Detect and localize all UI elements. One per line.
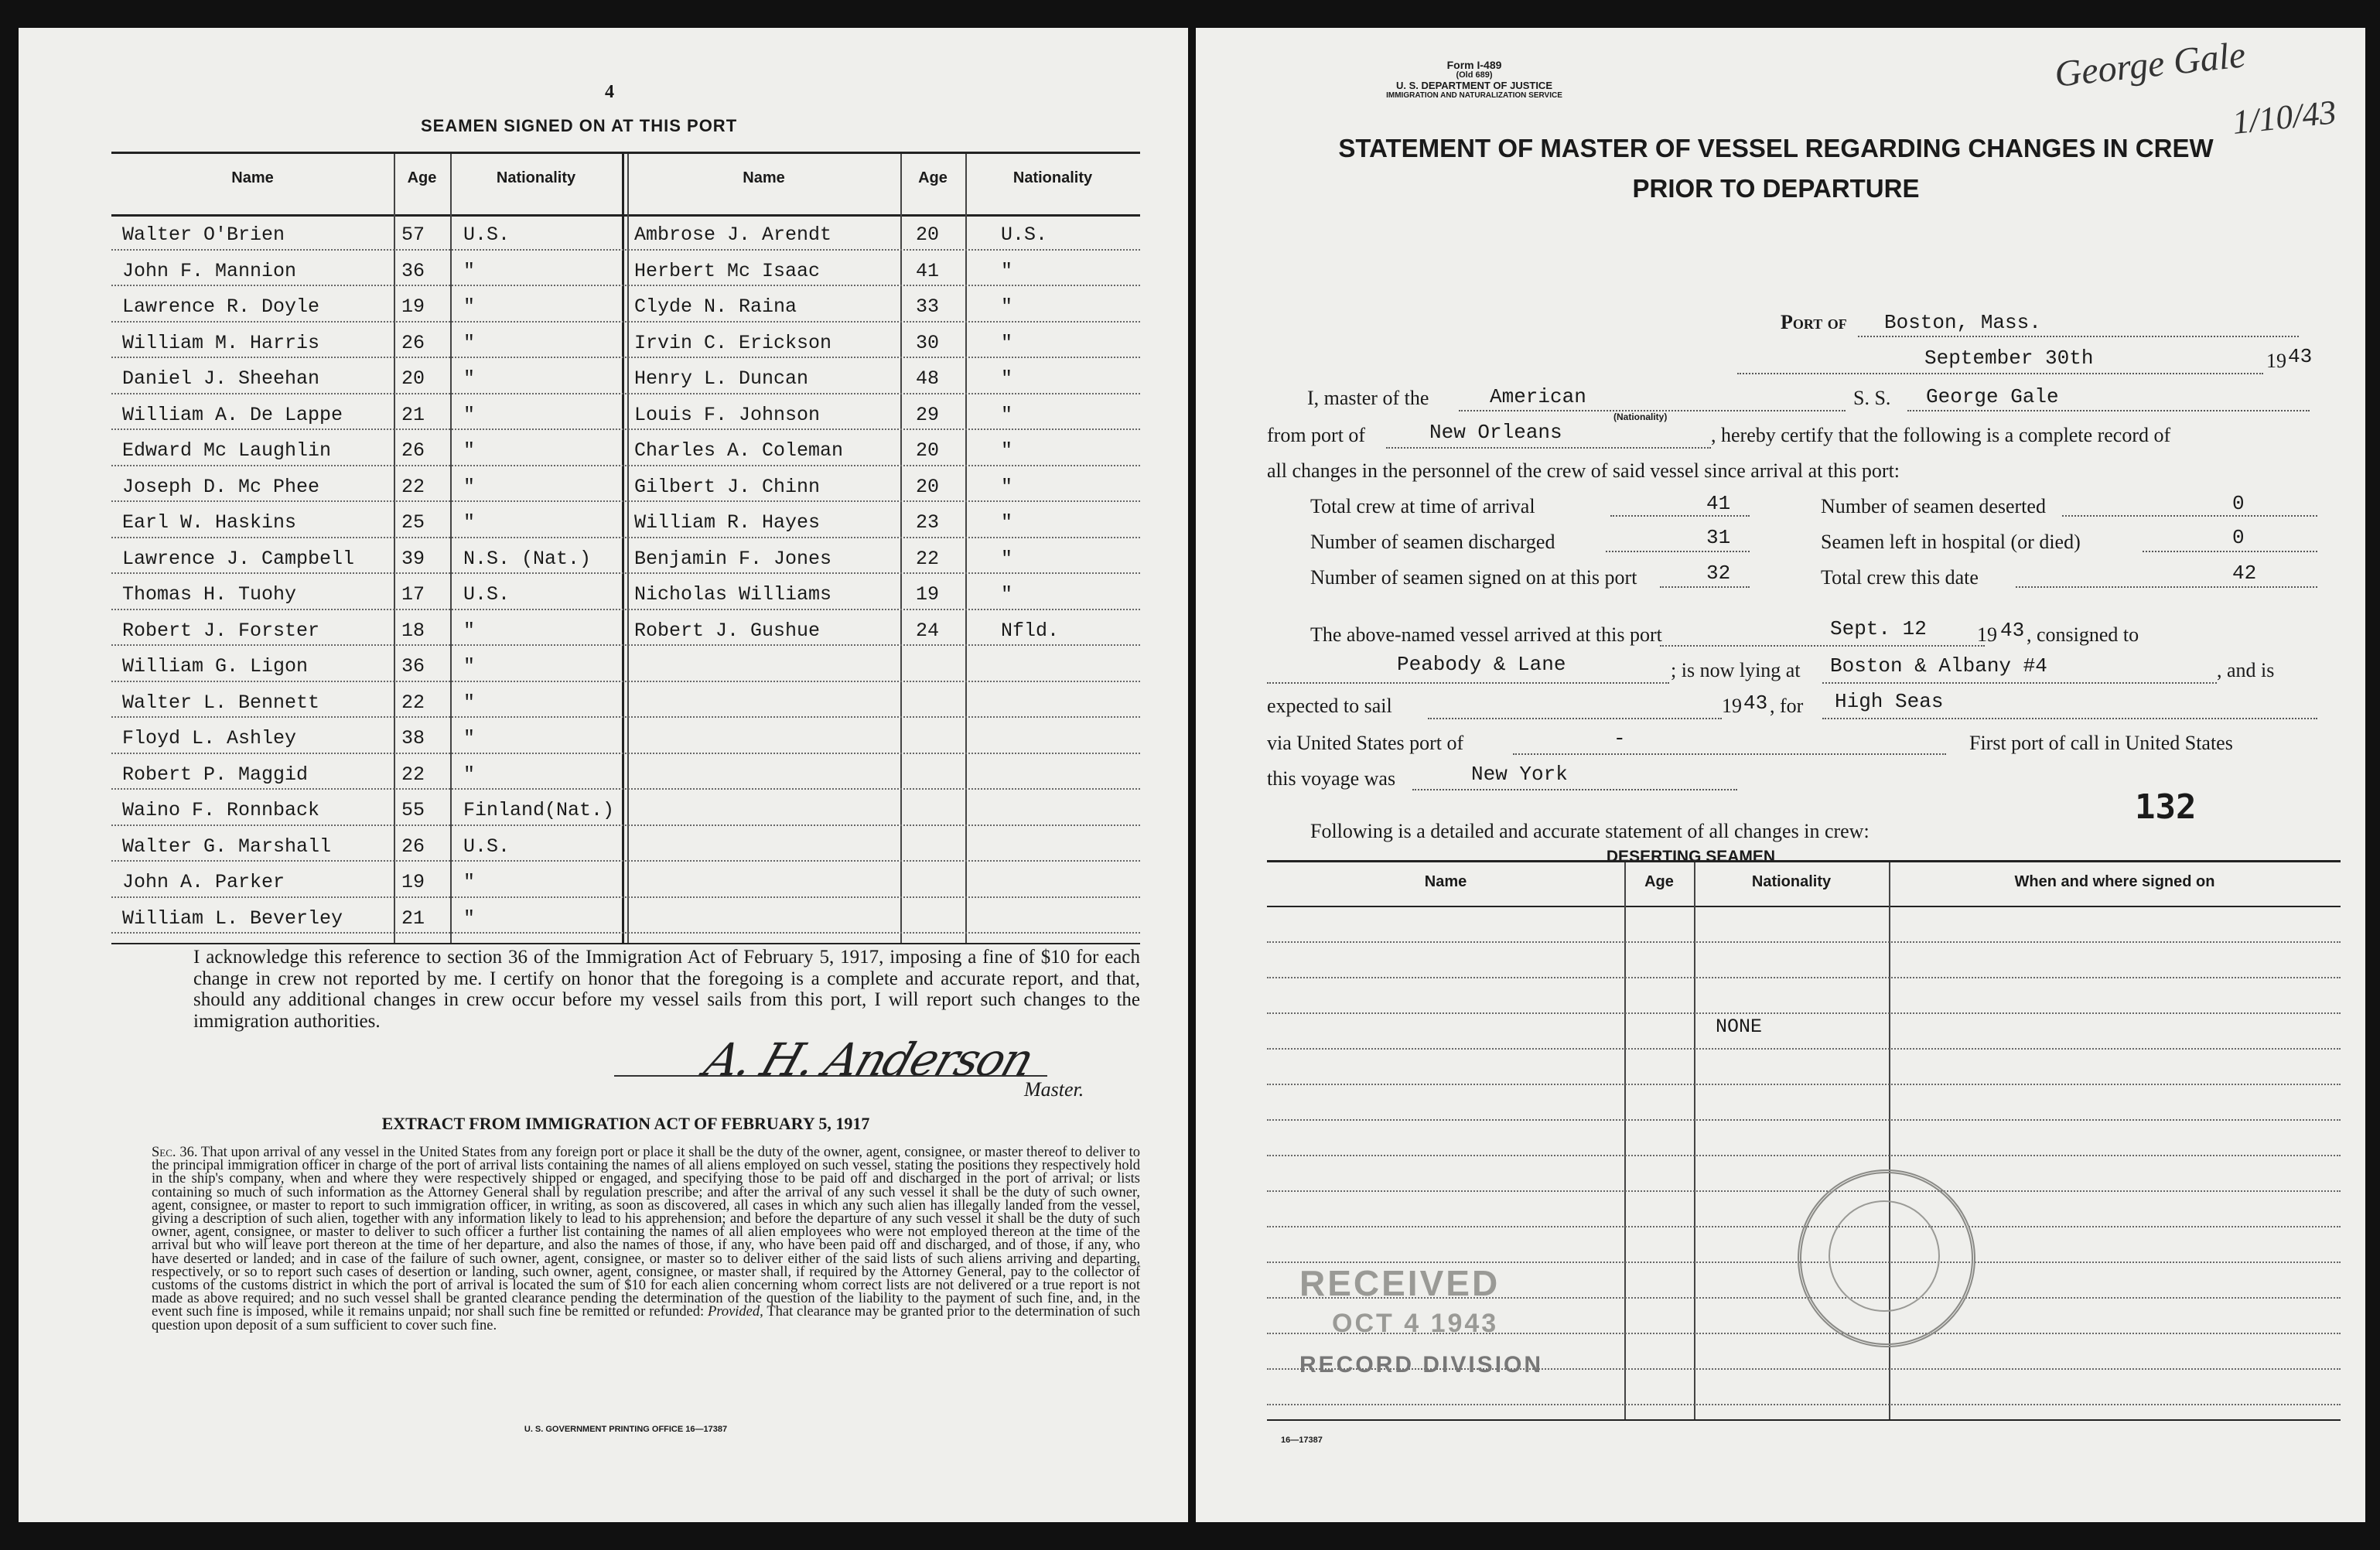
row-rule	[111, 788, 1140, 790]
row-rule	[111, 644, 1140, 646]
first-port: New York	[1471, 763, 1568, 786]
table-cell-age: 38	[401, 727, 425, 749]
table-cell-name: Irvin C. Erickson	[634, 331, 832, 354]
table-cell-name: William R. Hayes	[634, 511, 821, 534]
table-cell-name: Nicholas Williams	[634, 583, 832, 606]
row-rule	[111, 825, 1140, 826]
stat-value-total-arrival: 41	[1706, 492, 1731, 515]
col-header-name: Name	[743, 169, 785, 186]
table-cell-name: John F. Mannion	[122, 259, 297, 282]
row-rule	[111, 321, 1140, 323]
table-cell-age: 48	[916, 367, 940, 390]
right-page	[1196, 28, 2365, 1522]
row-rule	[111, 357, 1140, 358]
from-port-label: from port of	[1267, 424, 1366, 446]
table-cell-nationality: "	[463, 259, 476, 282]
table-cell-nationality: "	[1001, 511, 1013, 534]
arrival-year: 43	[2000, 619, 2025, 642]
table-cell-age: 36	[401, 259, 425, 282]
arrival-year-prefix: 19	[1977, 623, 1997, 646]
row-rule	[111, 932, 1140, 934]
row-rule	[1267, 1084, 2341, 1085]
via-label: via United States port of	[1267, 732, 1464, 754]
circular-seal-inner	[1829, 1200, 1940, 1312]
received-stamp-date: OCT 4 1943	[1332, 1309, 1499, 1338]
table-cell-age: 18	[401, 619, 425, 642]
row-rule	[111, 753, 1140, 754]
table-cell-age: 20	[916, 439, 940, 462]
table-cell-name: Charles A. Coleman	[634, 439, 844, 462]
row-rule	[111, 716, 1140, 718]
table-cell-name: Herbert Mc Isaac	[634, 259, 821, 282]
table-cell-nationality: "	[1001, 439, 1013, 462]
page-number: 4	[605, 82, 614, 102]
table-cell-age: 30	[916, 331, 940, 354]
table-cell-name: Thomas H. Tuohy	[122, 583, 297, 606]
table-cell-nationality: "	[463, 331, 476, 354]
table-cell-nationality: "	[463, 691, 476, 714]
year-value: 43	[2288, 345, 2313, 368]
table-cell-nationality: "	[463, 475, 476, 498]
row-rule	[111, 572, 1140, 574]
seamen-signed-table	[111, 152, 1140, 944]
table-cell-age: 22	[916, 547, 940, 570]
table-cell-nationality: "	[463, 655, 476, 678]
table-cell-age: 36	[401, 655, 425, 678]
nationality-caption: (Nationality)	[1613, 411, 1668, 422]
table-cell-age: 22	[401, 763, 425, 786]
table-cell-nationality: N.S. (Nat.)	[463, 547, 592, 570]
table-cell-age: 20	[916, 224, 940, 246]
table-cell-nationality: "	[463, 619, 476, 642]
stat-label-total-arrival: Total crew at time of arrival	[1310, 495, 1535, 517]
table-cell-age: 20	[916, 475, 940, 498]
department: U. S. DEPARTMENT OF JUSTICE	[1396, 80, 1552, 91]
table-cell-name: Ambrose J. Arendt	[634, 224, 832, 246]
extract-text	[152, 1146, 1140, 1333]
table-cell-age: 55	[401, 799, 425, 821]
table-cell-nationality: U.S.	[463, 583, 510, 606]
row-rule	[111, 393, 1140, 394]
table-cell-name: William L. Beverley	[122, 906, 343, 930]
table-cell-nationality: "	[463, 763, 476, 786]
table-cell-age: 57	[401, 224, 425, 246]
row-rule	[1267, 1012, 2341, 1014]
table-cell-name: Henry L. Duncan	[634, 367, 809, 390]
table-cell-name: Floyd L. Ashley	[122, 727, 297, 749]
table-cell-nationality: "	[463, 295, 476, 318]
table-cell-nationality: U.S.	[463, 224, 510, 246]
desert-col-age: Age	[1644, 873, 1674, 890]
extract-body: That upon arrival of any vessel in the United States from any foreign port or place it shall be the duty of the owner, agent, consignee, or master thereof to deliver to the principal immigration officer in charge of the port of arrival lists containing the names of all aliens employed on such vessel, stating the positions they respectively hold in the ship's company, when and where they were respectively shipped or engaged, and specifying those to be paid off and discharged in the port of arrival; or lists containing so much of such information as the Attorney General shall by regulation prescribe; and after the arrival of any such vessel it shall be the duty of such owner, agent, consignee, or master to report to such immigration officer, in writing, as soon as discovered, all cases in which any such alien has illegally landed from the vessel, giving a description of such alien, together with any information likely to lead to his apprehension; and before the departure of any such vessel it shall be the duty of such owner, agent, consignee, or master to deliver to such officer a further list containing the names of all alien employees who were not employed thereon at the time of the arrival but who will leave port thereon at the time of her departure, and also the names of those, if any, who have been paid off and discharged, and of those, if any, who have deserted or landed; and in case of the failure of such owner, agent, consignee, or master so to deliver either of the said lists of such aliens arriving and departing, respectively, or so to report such cases of desertion or landing, such owner, agent, consignee, or master shall, if required by the Attorney General, pay to the collector of customs of the customs district in which the port of arrival is located the sum of $10 for each alien concerning whom correct lists are not delivered or a true report is not made as above required; and no such vessel shall be granted clearance pending the determination of the question of the liability to the payment of such fine, and, in the event such fine is imposed, while it remains unpaid; nor shall such fine be remitted or refunded:	[152, 1145, 1140, 1320]
deserting-heading: DESERTING SEAMEN	[1606, 848, 1776, 865]
table-cell-age: 20	[401, 367, 425, 390]
table-cell-nationality: "	[463, 871, 476, 893]
table-cell-age: 26	[401, 835, 425, 858]
table-cell-age: 19	[916, 583, 940, 606]
year-prefix: 19	[2266, 350, 2286, 372]
table-cell-nationality: "	[463, 403, 476, 426]
table-cell-nationality: "	[1001, 583, 1013, 606]
title-line1: STATEMENT OF MASTER OF VESSEL REGARDING CHANGES IN CREW	[1338, 134, 2214, 162]
table-cell-nationality: U.S.	[1001, 224, 1048, 246]
table-cell-name: Walter O'Brien	[122, 224, 285, 246]
service: IMMIGRATION AND NATURALIZATION SERVICE	[1386, 91, 1562, 100]
table-cell-name: John A. Parker	[122, 871, 285, 893]
table-cell-age: 17	[401, 583, 425, 606]
table-cell-name: Daniel J. Sheehan	[122, 367, 320, 390]
port-value: Boston, Mass.	[1884, 311, 2041, 334]
extract-title: EXTRACT FROM IMMIGRATION ACT OF FEBRUARY 5, 1917	[381, 1114, 870, 1133]
for-label: , for	[1770, 695, 1804, 717]
table-cell-name: Earl W. Haskins	[122, 511, 297, 534]
row-rule	[111, 428, 1140, 430]
table-cell-age: 19	[401, 871, 425, 893]
and-is-label: , and is	[2217, 659, 2275, 681]
table-cell-name: Robert J. Forster	[122, 619, 320, 642]
received-stamp: RECEIVED	[1299, 1263, 1501, 1303]
record-division-stamp: RECORD DIVISION	[1299, 1352, 1544, 1378]
row-rule	[1267, 1155, 2341, 1156]
signature-line	[614, 1075, 1047, 1077]
arrival-date: Sept. 12	[1830, 617, 1927, 640]
extract-proviso: Provided,	[708, 1304, 763, 1320]
table-cell-nationality: U.S.	[463, 835, 510, 858]
expected-label: expected to sail	[1267, 695, 1392, 717]
form-header	[1320, 60, 1629, 101]
certify-text2: all changes in the personnel of the crew of said vessel since arrival at this port:	[1267, 459, 1900, 482]
row-rule	[111, 249, 1140, 251]
row-rule	[1267, 977, 2341, 978]
stat-label-signed-on: Number of seamen signed on at this port	[1310, 566, 1637, 589]
stat-label-discharged: Number of seamen discharged	[1310, 531, 1555, 553]
left-page	[19, 28, 1188, 1522]
col-header-age: Age	[407, 169, 437, 186]
row-rule	[1267, 1404, 2341, 1405]
table-cell-nationality: "	[1001, 259, 1013, 282]
row-rule	[1267, 1119, 2341, 1121]
consignee: Peabody & Lane	[1397, 653, 1566, 676]
table-cell-nationality: "	[463, 439, 476, 462]
acknowledgment-text: I acknowledge this reference to section 36 of the Immigration Act of February 5, 1917, imposing a fine of $10 for each change in crew not reported by me. I certify on honor that the foregoing is a complete and accurate report, and that, should any additional changes in crew occur before my vessel sails from this port, I will report such changes to the immigration authorities.	[193, 947, 1140, 1032]
row-rule	[111, 500, 1140, 502]
table-cell-name: Clyde N. Raina	[634, 295, 797, 318]
table-cell-age: 22	[401, 691, 425, 714]
row-rule	[1267, 941, 2341, 943]
handwritten-number: 132	[2135, 787, 2197, 827]
stat-value-hospital: 0	[2232, 526, 2245, 549]
annotation-name: George Gale	[2052, 34, 2248, 95]
row-rule	[111, 860, 1140, 862]
stat-label-deserted: Number of seamen deserted	[1821, 495, 2046, 517]
form-title	[1227, 128, 2325, 209]
row-rule	[111, 465, 1140, 466]
footer-code: 16—17387	[1281, 1436, 1323, 1445]
row-rule	[1267, 1048, 2341, 1050]
table-cell-name: Lawrence R. Doyle	[122, 295, 320, 318]
table-cell-nationality: Finland(Nat.)	[463, 799, 615, 821]
table-cell-name: Walter L. Bennett	[122, 691, 320, 714]
via-port: -	[1613, 727, 1626, 750]
table-cell-name: Louis F. Johnson	[634, 403, 821, 426]
stat-label-hospital: Seamen left in hospital (or died)	[1821, 531, 2081, 553]
following-text: Following is a detailed and accurate statement of all changes in crew:	[1310, 820, 1870, 842]
table-cell-name: Benjamin F. Jones	[634, 547, 832, 570]
stat-label-total-crew: Total crew this date	[1821, 566, 1979, 589]
table-cell-age: 29	[916, 403, 940, 426]
form-number: Form I-489	[1446, 59, 1502, 71]
table-cell-name: William A. De Lappe	[122, 403, 343, 426]
table-cell-nationality: "	[1001, 475, 1013, 498]
annotation-date: 1/10/43	[2230, 93, 2338, 142]
table-cell-nationality: "	[1001, 331, 1013, 354]
master-label: I, master of the	[1307, 387, 1429, 409]
table-cell-age: 21	[401, 906, 425, 930]
from-port-value: New Orleans	[1429, 421, 1562, 444]
berth: Boston & Albany #4	[1830, 654, 2047, 678]
date-value: September 30th	[1924, 347, 2094, 370]
signature: A. H. Anderson	[698, 1033, 1040, 1086]
extract-section: Sec. 36.	[152, 1145, 198, 1160]
ss-label: S. S.	[1853, 387, 1891, 409]
table-cell-name: Joseph D. Mc Phee	[122, 475, 320, 498]
stat-value-total-crew: 42	[2232, 562, 2257, 585]
table-cell-name: Robert J. Gushue	[634, 619, 821, 642]
deserting-entry: NONE	[1716, 1016, 1763, 1038]
table-cell-age: 19	[401, 295, 425, 318]
table-cell-nationality: "	[1001, 403, 1013, 426]
table-cell-name: Waino F. Ronnback	[122, 799, 320, 821]
table-cell-age: 26	[401, 439, 425, 462]
row-rule	[1267, 1190, 2341, 1192]
table-cell-nationality: "	[1001, 367, 1013, 390]
table-cell-age: 26	[401, 331, 425, 354]
desert-col-signed-on: When and where signed on	[2014, 873, 2215, 890]
table-cell-age: 39	[401, 547, 425, 570]
arrived-label: The above-named vessel arrived at this port	[1310, 623, 1662, 646]
stat-value-discharged: 31	[1706, 526, 1731, 549]
sail-year: 43	[1743, 691, 1768, 715]
stat-value-signed-on: 32	[1706, 562, 1731, 585]
table-cell-age: 21	[401, 403, 425, 426]
vessel-name: George Gale	[1926, 385, 2059, 408]
signature-role: Master.	[1024, 1078, 1084, 1101]
table-cell-name: Robert P. Maggid	[122, 763, 309, 786]
row-rule	[111, 537, 1140, 538]
row-rule	[111, 609, 1140, 610]
col-header-nationality: Nationality	[496, 169, 576, 186]
nationality-value: American	[1490, 385, 1586, 408]
col-header-nationality: Nationality	[1012, 169, 1093, 186]
row-rule	[111, 896, 1140, 898]
first-call-label: First port of call in United States	[1969, 732, 2233, 754]
table-cell-nationality: Nfld.	[1001, 619, 1060, 642]
table-cell-age: 33	[916, 295, 940, 318]
title-line2: PRIOR TO DEPARTURE	[1632, 174, 1920, 203]
table-cell-name: William M. Harris	[122, 331, 320, 354]
sail-year-prefix: 19	[1722, 695, 1742, 717]
voyage-label: this voyage was	[1267, 767, 1396, 790]
table-cell-name: Walter G. Marshall	[122, 835, 332, 858]
col-header-age: Age	[918, 169, 948, 186]
table-cell-age: 25	[401, 511, 425, 534]
port-label: Port of	[1781, 311, 1847, 333]
certify-text: , hereby certify that the following is a complete record of	[1711, 424, 2171, 446]
destination: High Seas	[1835, 690, 1944, 713]
table-cell-nationality: "	[463, 906, 476, 930]
table-cell-nationality: "	[1001, 547, 1013, 570]
table-cell-age: 22	[401, 475, 425, 498]
table-cell-name: Edward Mc Laughlin	[122, 439, 332, 462]
desert-col-nationality: Nationality	[1751, 873, 1832, 890]
table-cell-nationality: "	[463, 727, 476, 749]
table-cell-nationality: "	[463, 511, 476, 534]
row-rule	[111, 681, 1140, 682]
table-cell-age: 23	[916, 511, 940, 534]
form-old-number: (Old 689)	[1456, 70, 1493, 80]
consigned-label: , consigned to	[2027, 623, 2139, 646]
lying-label: ; is now lying at	[1671, 659, 1801, 681]
table-cell-name: William G. Ligon	[122, 655, 309, 678]
table-cell-nationality: "	[463, 367, 476, 390]
col-header-name: Name	[231, 169, 274, 186]
row-rule	[111, 285, 1140, 286]
section-heading: SEAMEN SIGNED ON AT THIS PORT	[421, 116, 738, 135]
extract-end: That clearance may be granted prior to the determination of such question upon deposit of a sum sufficient to cover such fine.	[152, 1304, 1140, 1333]
table-cell-age: 41	[916, 259, 940, 282]
table-cell-name: Lawrence J. Campbell	[122, 547, 355, 570]
stat-value-deserted: 0	[2232, 492, 2245, 515]
table-cell-age: 24	[916, 619, 940, 642]
desert-col-name: Name	[1424, 873, 1467, 890]
table-cell-name: Gilbert J. Chinn	[634, 475, 821, 498]
printer-line: U. S. GOVERNMENT PRINTING OFFICE 16—17387	[524, 1425, 728, 1434]
table-cell-nationality: "	[1001, 295, 1013, 318]
